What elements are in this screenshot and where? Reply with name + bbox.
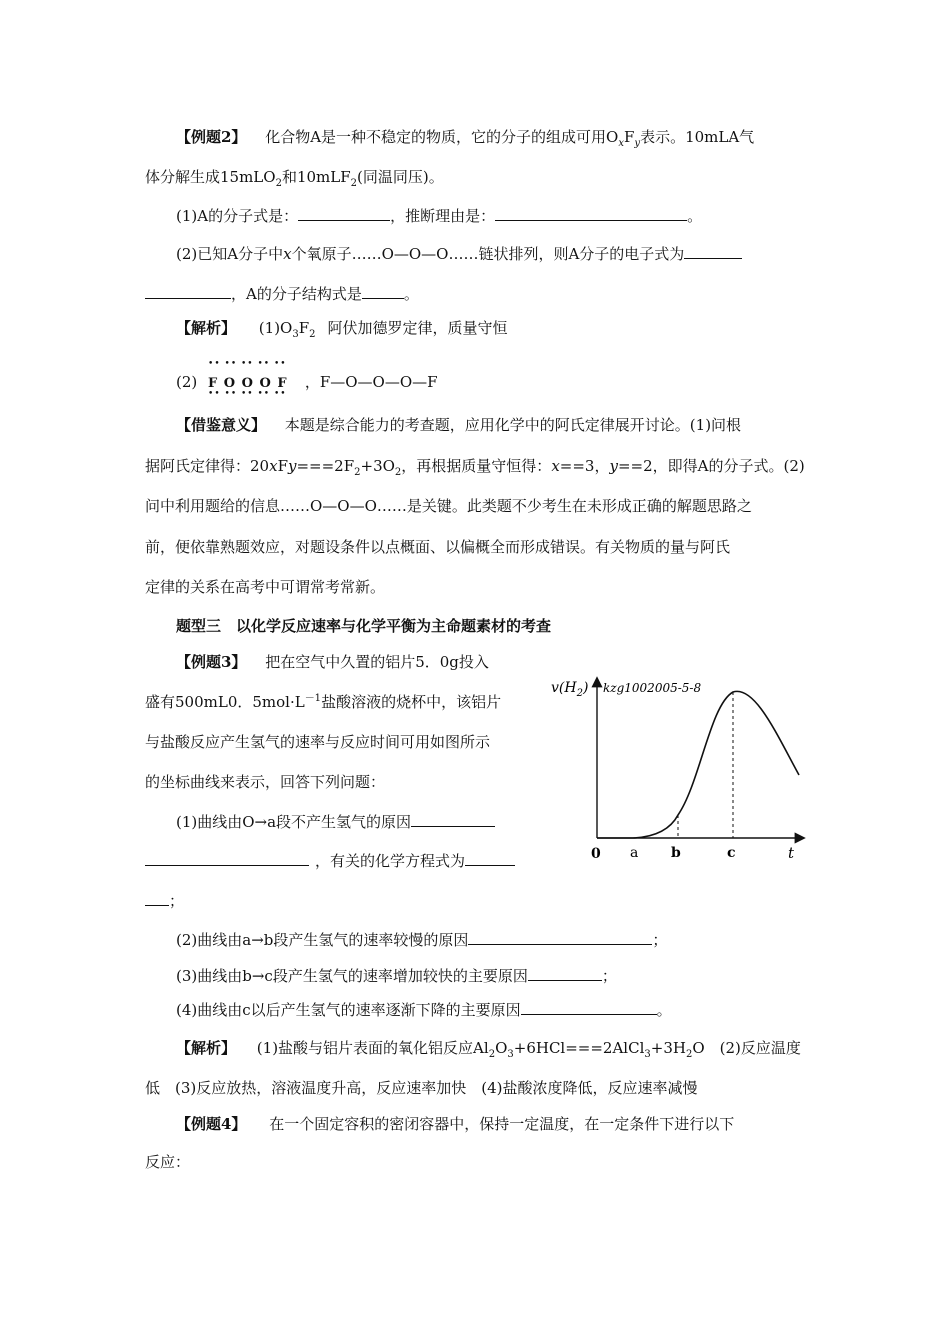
section-title: 题型三 以化学反应速率与化学平衡为主命题素材的考查	[176, 617, 552, 635]
meaning-line2: 据阿氏定律得：$20xFy===2F_2+3O_2$，再根据质量守恒得：x==3，y==2，即得A的分子式。(2)	[145, 457, 805, 478]
answer3-line1: 【解析】 (1)盐酸与铝片表面的氧化铝反应$Al_2O_3+6HCl===2AlCl_3+3H_2O$ (2)反应温度	[176, 1039, 801, 1060]
tick-label-a: a	[630, 845, 639, 861]
y-axis-label: $v(H_2)$	[551, 680, 589, 699]
rate-time-chart	[545, 665, 815, 870]
example3-question4: (4)曲线由c以后产生氢气的速率逐渐下降的主要原因 。	[176, 1001, 672, 1019]
answer-blank[interactable]	[528, 966, 602, 981]
lewis-structure: •• •• •• •• •• F O O O F •• •• •• •• ••	[208, 372, 300, 394]
answer-blank[interactable]	[298, 206, 390, 221]
example3-line3: 与盐酸反应产生氢气的速率与反应时间可用如图所示	[145, 733, 491, 751]
example3-question1-line2: ，有关的化学方程式为	[145, 851, 515, 871]
answer3-line2: 低 (3)反应放热，溶液温度升高，反应速率加快 (4)盐酸浓度降低，反应速率减慢	[145, 1079, 698, 1097]
answer-blank[interactable]	[145, 851, 309, 866]
meaning-line1: 【借鉴意义】 本题是综合能力的考查题，应用化学中的阿氏定律展开讨论。(1)问根	[176, 416, 742, 434]
answer-blank[interactable]	[495, 206, 687, 221]
meaning-line5: 定律的关系在高考中可谓常考常新。	[145, 578, 386, 596]
example3-question1-line1: (1)曲线由O→a段不产生氢气的原因	[176, 812, 495, 832]
example3-line2: 盛有500mL0．$5mol\cdot L^{-1}$盐酸溶液的烧杯中，该铝片	[145, 693, 502, 711]
answer2-line1: 【解析】 $(1)O_3F_2$ 阿伏加德罗定律，质量守恒	[176, 319, 508, 340]
example4-line2: 反应：	[145, 1153, 191, 1171]
example2-question2-line1: (2)已知A分子中x个氧原子……O—O—O……链状排列，则A分子的电子式为	[176, 244, 742, 264]
example3-question3: (3)曲线由b→c段产生氢气的速率增加较快的主要原因 ；	[176, 967, 617, 985]
example3-line4: 的坐标曲线来表示，回答下列问题：	[145, 773, 386, 791]
answer-blank[interactable]	[684, 244, 742, 259]
example3-line1: 【例题3】 把在空气中久置的铝片5．0g投入	[176, 653, 489, 671]
answer-blank[interactable]	[411, 812, 495, 827]
tick-label-b: b	[671, 845, 681, 861]
lewis-dots-bottom: •• •• •• •• ••	[208, 389, 287, 399]
answer-blank[interactable]	[521, 1000, 657, 1015]
example2-tag: 【例题2】	[176, 128, 247, 146]
answer-blank[interactable]	[468, 930, 652, 945]
meaning-line3: 问中利用题给的信息……O—O—O……是关键。此类题不少考生在未形成正确的解题思路之	[145, 497, 752, 515]
tick-label-c: c	[727, 845, 736, 861]
example3-question2: (2)曲线由a→b段产生氢气的速率较慢的原因 ；	[176, 931, 668, 949]
answer-blank[interactable]	[362, 284, 404, 299]
example2-stem-line2: 体分解生成15mLO$_2$和10mLF$_2$(同温同压)。	[145, 168, 444, 189]
answer3-tag: 【解析】	[176, 1039, 237, 1057]
answer-blank[interactable]	[465, 851, 515, 866]
answer2-line2: (2) •• •• •• •• •• F O O O F •• •• •• •• •• ，F—O—O—O—F	[176, 359, 438, 399]
x-axis-label: t	[788, 844, 795, 862]
lewis-dots-top: •• •• •• •• ••	[208, 359, 287, 369]
example2-stem-line1: 【例题2】 化合物A是一种不稳定的物质，它的分子的组成可用$O_xF_y$表示。10mLA气	[176, 128, 755, 149]
answer-blank[interactable]	[145, 284, 231, 299]
rate-curve	[597, 691, 799, 838]
answer2-tag: 【解析】	[176, 319, 237, 337]
meaning-tag: 【借鉴意义】	[176, 416, 267, 434]
example2-question2-line2: ，A的分子结构式是 。	[145, 284, 419, 304]
example4-tag: 【例题4】	[176, 1115, 247, 1133]
example3-question1-line3: ；	[145, 891, 184, 911]
figure-code: kzg1002005-5-8	[603, 681, 702, 695]
example2-question1: (1)A的分子式是： ，推断理由是： 。	[176, 207, 703, 225]
meaning-line4: 前，便依靠熟题效应，对题设条件以点概面、以偏概全而形成错误。有关物质的量与阿氏	[145, 538, 731, 556]
answer-blank[interactable]	[145, 891, 169, 906]
example3-tag: 【例题3】	[176, 653, 247, 671]
origin-label: 0	[591, 846, 601, 862]
example4-line1: 【例题4】 在一个固定容积的密闭容器中，保持一定温度，在一定条件下进行以下	[176, 1115, 735, 1133]
